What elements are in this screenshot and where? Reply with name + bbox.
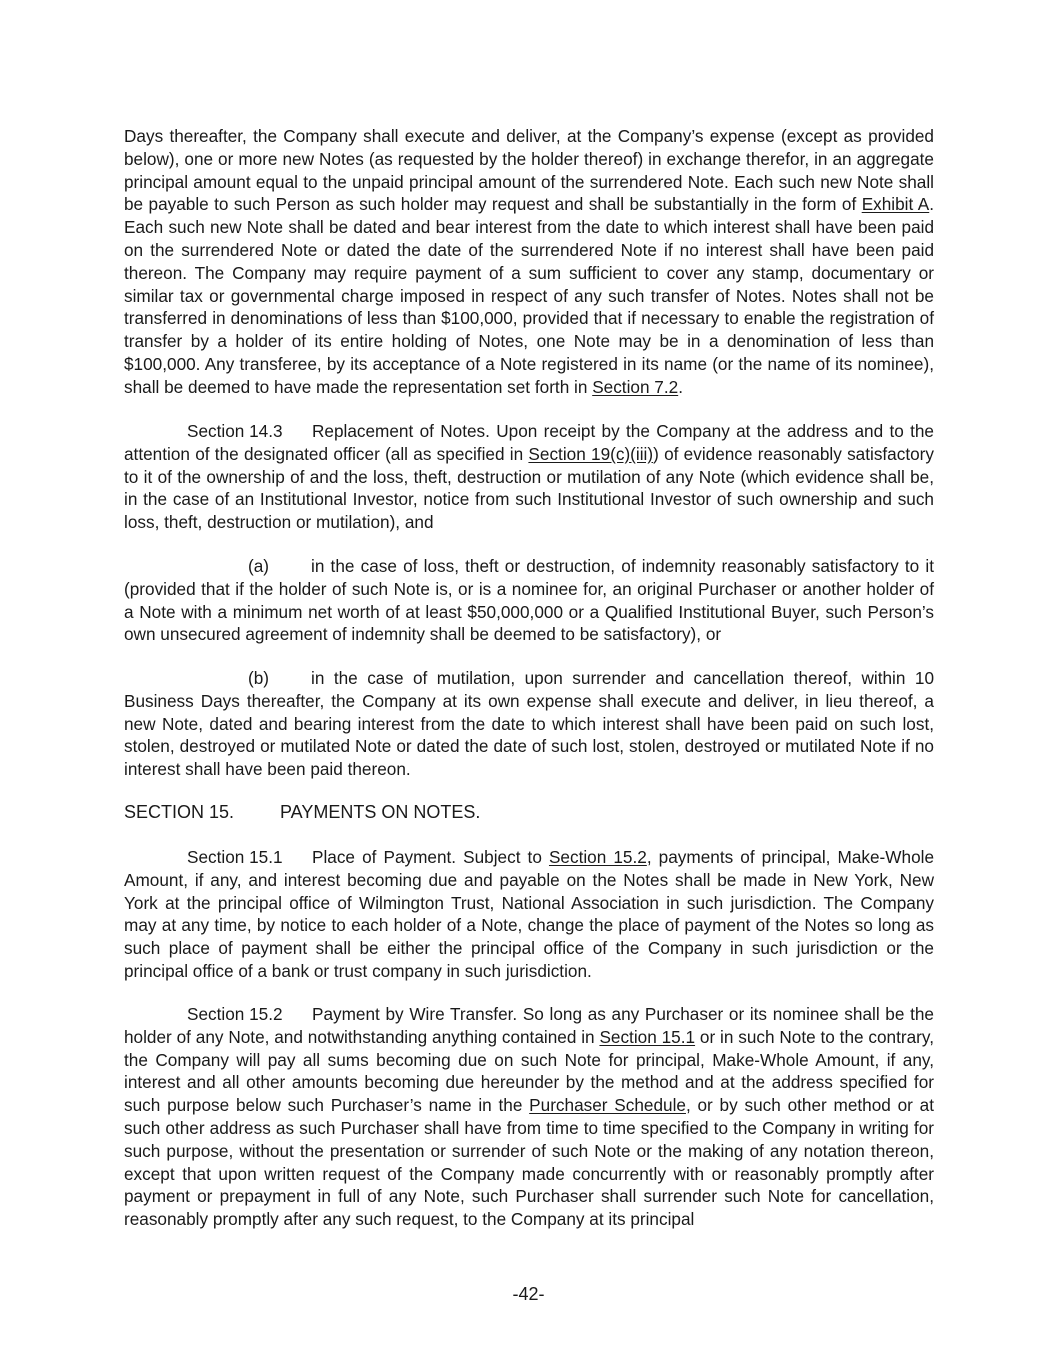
- section-14-3-paragraph: [124, 420, 934, 534]
- section-15-2-paragraph: [124, 1003, 934, 1231]
- subsection-label: (b): [248, 668, 270, 688]
- paragraph-text: or in such Note to the contrary, the Company will pay all sums becoming due on such Note for principal, Make-Whole Amount, if any, interest and all other amounts becoming due hereunder by the method and at the address specified for such purpose below such Purchaser’s name in the: [124, 1026, 934, 1116]
- page-number: -42-: [512, 1284, 545, 1304]
- section-heading-number: SECTION 15.: [124, 802, 235, 822]
- subsection-b-paragraph: [124, 667, 934, 781]
- section-7-2-reference: Section 7.2: [592, 376, 679, 397]
- paragraph-text: in the case of mutilation, upon surrender and cancellation thereof, within 10 Business Days thereafter, the Company at its own expense shall execute and deliver, in lieu thereof, a new Note, dated and bearing interest from the date to which interest shall have been paid on such lost, stolen, destroyed or mutilated Note or dated the date of such lost, stolen, destroyed or mutilated Note if no interest shall have been paid thereon.: [124, 668, 934, 780]
- section-19-c-iii-reference: Section 19(c)(iii): [528, 443, 654, 464]
- subsection-label: (a): [248, 556, 270, 576]
- section-number: Section 14.3: [187, 421, 283, 441]
- section-15-heading: [124, 801, 480, 824]
- paragraph-text: , payments of principal, Make-Whole Amount, if any, and interest becoming due and payable on the Notes shall be made in New York, New York at the principal office of Wilmington Trust, National Association in such jurisdiction. The Company may at any time, by notice to each holder of a Note, change the place of payment of the Notes so long as such place of payment shall be either the principal office of the Company in such jurisdiction or the principal office of a bank or trust company in such jurisdiction.: [124, 847, 935, 981]
- paragraph-text: in the case of loss, theft or destruction, of indemnity reasonably satisfactory to it (provided that if the holder of such Note is, or is a nominee for, an original Purchaser or another holder of a Note with a minimum net worth of at least $50,000,000 or a Qualified Institutional Buyer, such Person’s own unsecured agreement of indemnity shall be deemed to be satisfactory), or: [124, 556, 934, 645]
- paragraph-text: Days thereafter, the Company shall execute and deliver, at the Company’s expense (except as provided below), one or more new Notes (as requested by the holder thereof) in exchange therefor, in an aggregate principal amount equal to the unpaid principal amount of the surrendered Note. Each such new Note shall be payable to such Person as such holder may request and shall be substantially in the form of: [124, 126, 934, 215]
- section-number: Section 15.1: [187, 847, 283, 867]
- section-number: Section 15.2: [187, 1004, 283, 1024]
- paragraph-text: ) of evidence reasonably satisfactory to it of the ownership of and the loss, theft, destruction or mutilation of any Note (which evidence shall be, in the case of an Institutional Investor, notice from such Institutional Investor of such ownership and such loss, theft, destruction or mutilation), and: [124, 443, 934, 533]
- paragraph-note-exchange: [124, 125, 934, 399]
- paragraph-text: .: [678, 376, 683, 397]
- exhibit-a-reference: Exhibit A: [861, 194, 930, 215]
- paragraph-text: Payment by Wire Transfer. So long as any Purchaser or its nominee shall be the holder of any Note, and notwithstanding anything contained in: [124, 1004, 934, 1047]
- purchaser-schedule-reference: Purchaser Schedule: [529, 1095, 686, 1116]
- paragraph-text: , or by such other method or at such other address as such Purchaser shall have from time to time specified to the Company in writing for such purpose, without the presentation or surrender of such Note or the making of any notation thereon, except that upon written request of the Company made concurrently with or reasonably promptly after payment or prepayment in full of any Note, such Purchaser shall surrender such Note for cancellation, reasonably promptly after any such request, to the Company at its principal: [124, 1095, 935, 1230]
- paragraph-text: . Each such new Note shall be dated and bear interest from the date to which interest shall have been paid on the surrendered Note or dated the date of the surrendered Note if no interest shall have been paid thereon. The Company may require payment of a sum sufficient to cover any stamp, documentary or similar tax or governmental charge imposed in respect of any such transfer of Notes. Notes shall not be transferred in denominations of less than $100,000, provided that if necessary to enable the registration of transfer by a holder of its entire holding of Notes, one Note may be in a denomination of less than $100,000. Any transferee, by its acceptance of a Note registered in its name (or the name of its nominee), shall be deemed to have made the representation set forth in: [124, 194, 934, 397]
- paragraph-text: Place of Payment. Subject to: [312, 847, 549, 867]
- subsection-a-paragraph: [124, 555, 934, 646]
- section-15-1-paragraph: [124, 846, 934, 983]
- paragraph-text: Replacement of Notes. Upon receipt by the Company at the address and to the attention of the designated officer (all as specified in: [124, 421, 934, 464]
- section-heading-title: PAYMENTS ON NOTES.: [280, 802, 481, 822]
- section-15-1-reference: Section 15.1: [599, 1026, 696, 1047]
- section-15-2-reference: Section 15.2: [548, 847, 647, 867]
